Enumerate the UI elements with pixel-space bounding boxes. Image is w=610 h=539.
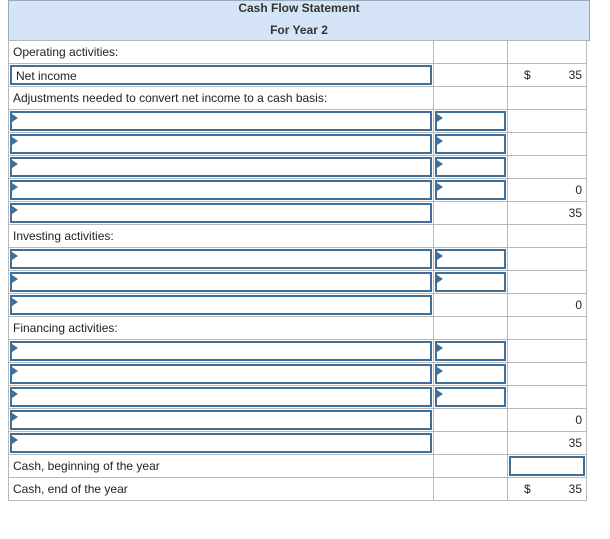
adjustment-row bbox=[9, 110, 587, 133]
net-income-value: 35 bbox=[568, 68, 582, 82]
financing-amount-input[interactable] bbox=[435, 387, 506, 407]
investing-row bbox=[9, 248, 587, 271]
dropdown-arrow-icon bbox=[12, 275, 18, 283]
operating-heading-row bbox=[9, 41, 587, 64]
investing-description-select[interactable] bbox=[10, 272, 432, 292]
adjustments-heading-row bbox=[9, 87, 587, 110]
financing-amount-input[interactable] bbox=[435, 341, 506, 361]
adjustment-amount-input[interactable] bbox=[435, 157, 506, 177]
adjustments-subtotal: 0 bbox=[575, 183, 582, 197]
statement-period: For Year 2 bbox=[8, 18, 590, 41]
financing-total-select[interactable] bbox=[10, 410, 432, 430]
dropdown-arrow-icon bbox=[437, 114, 443, 122]
dropdown-arrow-icon bbox=[12, 206, 18, 214]
dropdown-arrow-icon bbox=[12, 436, 18, 444]
financing-row bbox=[9, 340, 587, 363]
net-change-select[interactable] bbox=[10, 433, 432, 453]
financing-description-select[interactable] bbox=[10, 341, 432, 361]
net-income-dollar: $ bbox=[524, 68, 531, 82]
adjustment-description-select[interactable] bbox=[10, 157, 432, 177]
dropdown-arrow-icon bbox=[12, 252, 18, 260]
financing-heading-row bbox=[9, 317, 587, 340]
dropdown-arrow-icon bbox=[12, 413, 18, 421]
dropdown-arrow-icon bbox=[12, 344, 18, 352]
adjustments-heading: Adjustments needed to convert net income to a cash basis: bbox=[13, 91, 328, 105]
operating-net-cash: 35 bbox=[568, 206, 582, 220]
dropdown-arrow-icon bbox=[12, 137, 18, 145]
investing-row bbox=[9, 271, 587, 294]
adjustment-description-select[interactable] bbox=[10, 180, 432, 200]
investing-amount-input[interactable] bbox=[435, 249, 506, 269]
cash-end-value: 35 bbox=[568, 482, 582, 496]
net-change-row bbox=[9, 432, 587, 455]
adjustment-row bbox=[9, 133, 587, 156]
cash-end-dollar: $ bbox=[524, 482, 531, 496]
dropdown-arrow-icon bbox=[437, 275, 443, 283]
cash-flow-table bbox=[8, 40, 587, 501]
dropdown-arrow-icon bbox=[437, 344, 443, 352]
dropdown-arrow-icon bbox=[12, 367, 18, 375]
investing-amount-input[interactable] bbox=[435, 272, 506, 292]
net-change-value: 35 bbox=[568, 436, 582, 450]
dropdown-arrow-icon bbox=[437, 367, 443, 375]
net-income-label: Net income bbox=[16, 69, 77, 83]
cash-beginning-input[interactable] bbox=[509, 456, 585, 476]
dropdown-arrow-icon bbox=[437, 390, 443, 398]
financing-row bbox=[9, 363, 587, 386]
financing-description-select[interactable] bbox=[10, 364, 432, 384]
net-income-row bbox=[9, 64, 587, 87]
adjustment-description-select[interactable] bbox=[10, 134, 432, 154]
investing-description-select[interactable] bbox=[10, 249, 432, 269]
cash-end-label: Cash, end of the year bbox=[13, 482, 128, 496]
adjustment-row bbox=[9, 179, 587, 202]
adjustment-amount-input[interactable] bbox=[435, 111, 506, 131]
net-income-input[interactable] bbox=[10, 65, 432, 85]
adjustment-amount-input[interactable] bbox=[435, 180, 506, 200]
financing-amount-input[interactable] bbox=[435, 364, 506, 384]
financing-total-row bbox=[9, 409, 587, 432]
dropdown-arrow-icon bbox=[12, 183, 18, 191]
adjustment-amount-input[interactable] bbox=[435, 134, 506, 154]
investing-net-cash: 0 bbox=[575, 298, 582, 312]
operating-total-row bbox=[9, 202, 587, 225]
statement-title: Cash Flow Statement bbox=[8, 0, 590, 19]
investing-heading-row bbox=[9, 225, 587, 248]
cash-beginning-row bbox=[9, 455, 587, 478]
investing-heading: Investing activities: bbox=[13, 229, 114, 243]
cash-end-row bbox=[9, 478, 587, 501]
dropdown-arrow-icon bbox=[12, 160, 18, 168]
dropdown-arrow-icon bbox=[437, 160, 443, 168]
adjustment-row bbox=[9, 156, 587, 179]
operating-total-select[interactable] bbox=[10, 203, 432, 223]
financing-heading: Financing activities: bbox=[13, 321, 118, 335]
cash-beginning-label: Cash, beginning of the year bbox=[13, 459, 160, 473]
financing-net-cash: 0 bbox=[575, 413, 582, 427]
investing-total-select[interactable] bbox=[10, 295, 432, 315]
dropdown-arrow-icon bbox=[12, 114, 18, 122]
financing-row bbox=[9, 386, 587, 409]
dropdown-arrow-icon bbox=[437, 252, 443, 260]
financing-description-select[interactable] bbox=[10, 387, 432, 407]
operating-heading: Operating activities: bbox=[13, 45, 119, 59]
dropdown-arrow-icon bbox=[437, 183, 443, 191]
adjustment-description-select[interactable] bbox=[10, 111, 432, 131]
dropdown-arrow-icon bbox=[437, 137, 443, 145]
dropdown-arrow-icon bbox=[12, 390, 18, 398]
investing-total-row bbox=[9, 294, 587, 317]
dropdown-arrow-icon bbox=[12, 298, 18, 306]
